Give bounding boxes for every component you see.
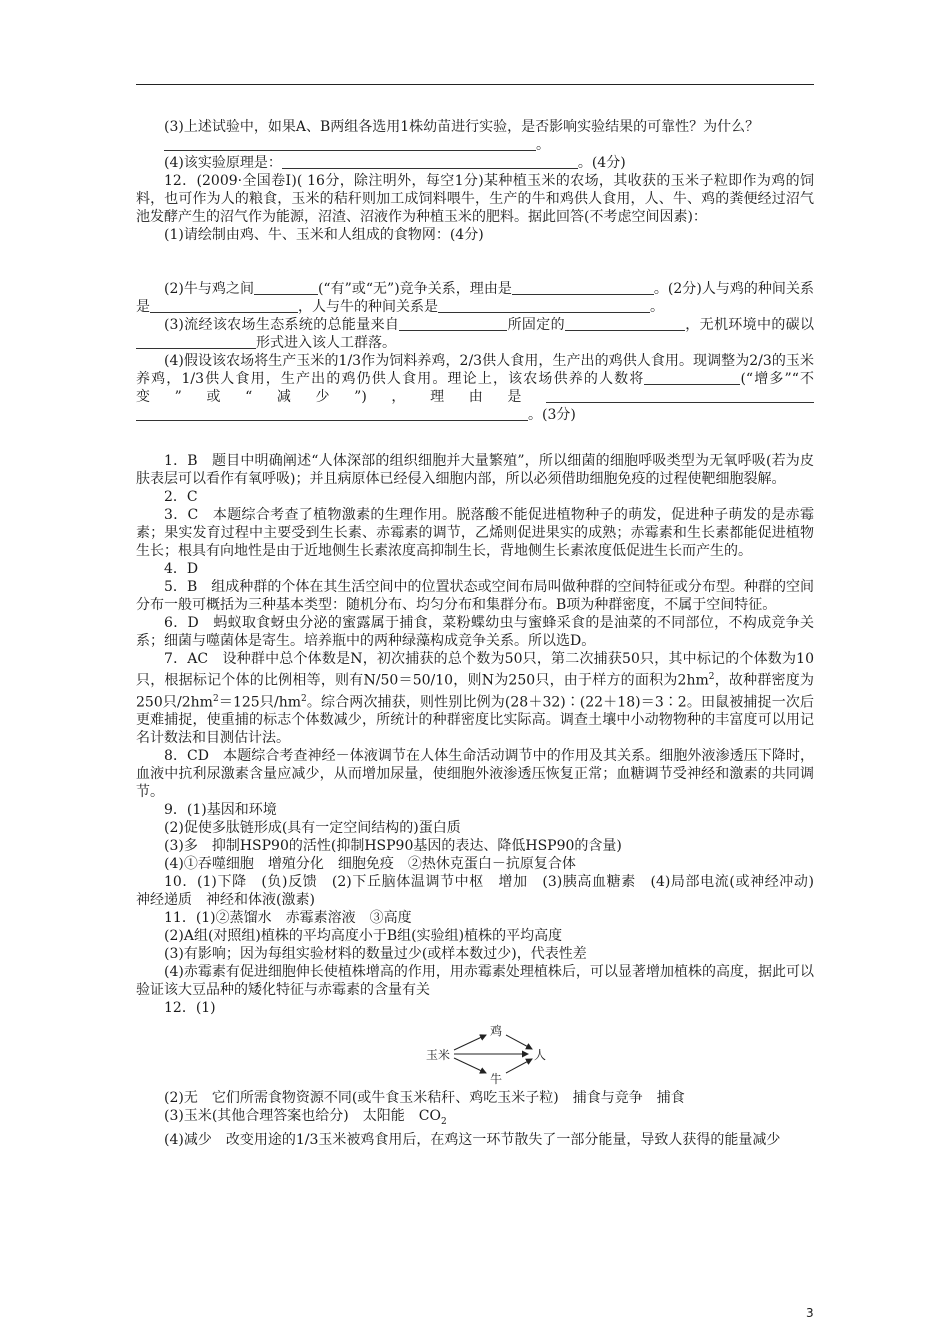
header-rule xyxy=(136,84,814,85)
q11-part3: (3)上述试验中，如果A、B两组各选用1株幼苗进行实验，是否影响实验结果的可靠性？为什么？ xyxy=(164,119,760,135)
answer-2: 2．C xyxy=(164,489,198,505)
section-gap xyxy=(136,424,814,452)
answer-12-2: (2)无 它们所需食物资源不同(或牛食玉米秸秆、鸡吃玉米子粒) 捕食与竞争 捕食 xyxy=(164,1090,685,1107)
q11-part3-answer-line: 。 xyxy=(136,136,814,154)
q12-part3: (3)流经该农场生态系统的总能量来自 所固定的 ，无机环境中的碳以形式进入该人工群落。 xyxy=(136,316,814,352)
answer-9-4: (4)①吞噬细胞 增殖分化 细胞免疫 ②热休克蛋白－抗原复合体 xyxy=(164,856,576,873)
answer-blank[interactable] xyxy=(546,388,814,403)
page-number: 3 xyxy=(806,1306,814,1320)
answer-4: 4．D xyxy=(164,561,199,577)
answer-blank[interactable] xyxy=(136,406,528,421)
answer-9-2: (2)促使多肽链形成(具有一定空间结构的)蛋白质 xyxy=(164,820,461,837)
answer-blank[interactable] xyxy=(282,154,578,169)
arrow-corn-to-cattle xyxy=(454,1058,486,1073)
arrow-corn-to-chicken xyxy=(454,1035,486,1050)
node-human: 人 xyxy=(533,1048,547,1063)
node-corn: 玉米 xyxy=(425,1048,451,1063)
answer-7: 7．AC 设种群中总个体数是N，初次捕获的总个数为50只，第二次捕获50只，其中标记的个体数为10只，根据标记个体的比例相等，则有N/50＝50/10，则N为250只，由于样方的面积为$2hm^2$，故种群密度为250只$/2hm^2=125$只$/hm^2$。综合两次捕获，则性别比例为(28＋32)∶(22＋18)＝3∶2。田鼠被捕捉一次后更难捕捉，使重捕的标志个体数减少，所统计的种群密度比实际高。调查土壤中小动物物种的丰富度可以用记名计数法和目测估计法。 xyxy=(136,651,814,747)
q11-part4: (4)该实验原理是： 。(4分) xyxy=(164,155,626,171)
answer-11-2: (2)A组(对照组)植株的平均高度小于B组(实验组)植株的平均高度 xyxy=(164,928,563,945)
page-content xyxy=(136,118,828,1149)
node-cattle: 牛 xyxy=(489,1072,503,1086)
answer-blank[interactable] xyxy=(164,136,536,151)
answer-1: 1．B 题目中明确阐述“人体深部的组织细胞并大量繁殖”，所以细菌的细胞呼吸类型为无氧呼吸(若为皮肤表层可以看作有氧呼吸)；并且病原体已经侵入细胞内部，所以必须借助细胞免疫的过程使靶细胞裂解。 xyxy=(136,453,814,487)
answer-blank[interactable] xyxy=(512,280,530,295)
answer-blank[interactable] xyxy=(399,316,507,331)
answer-11-3: (3)有影响；因为每组实验材料的数量过少(或样本数过少)，代表性差 xyxy=(164,946,587,963)
node-chicken: 鸡 xyxy=(489,1024,503,1039)
q12-stem: 12．(2009·全国卷Ⅰ)( 16分，除注明外，每空1分)某种植玉米的农场，其收获的玉米子粒即作为鸡的饲料，也可作为人的粮食，玉米的秸秆则加工成饲料喂牛，生产的牛和鸡供人食用，人、牛、鸡的粪便经过沼气池发酵产生的沼气作为能源，沼渣、沼液作为种植玉米的肥料。据此回答(不考虑空间因素)： xyxy=(136,173,814,225)
q12-part1: (1)请绘制由鸡、牛、玉米和人组成的食物网：(4分) xyxy=(164,227,484,243)
q12-part4: (4)假设该农场将生产玉米的1/3作为饲料养鸡，2/3供人食用，生产出的鸡供人食用。现调整为2/3的玉米养鸡，1/3供人食用，生产出的鸡仍供人食用。理论上，该农场供养的人数将 (“增多”“不变”或“减少”)，理由是。(3分) xyxy=(136,353,815,423)
answer-blank[interactable] xyxy=(150,298,298,313)
answer-9-1: 9．(1)基因和环境 xyxy=(164,802,277,819)
food-web-diagram xyxy=(136,1023,814,1085)
answer-blank[interactable] xyxy=(644,370,740,385)
q12-part2: (2)牛与鸡之间 (“有”或“无”)竞争关系，理由是 。(2分)人与鸡的种间关系是 ，人与牛的种间关系是 。 xyxy=(136,281,814,315)
drawing-space xyxy=(136,244,814,280)
answer-12-4: (4)减少 改变用途的1/3玉米被鸡食用后，在鸡这一环节散失了一部分能量，导致人获得的能量减少 xyxy=(164,1132,781,1149)
answer-blank[interactable] xyxy=(136,334,256,349)
answer-6: 6．D 蚂蚁取食蚜虫分泌的蜜露属于捕食，菜粉蝶幼虫与蜜蜂采食的是油菜的不同部位，不构成竞争关系；细菌与噬菌体是寄生。培养瓶中的两种绿藻构成竞争关系。所以选D。 xyxy=(136,615,814,649)
answer-9-3: (3)多 抑制HSP90的活性(抑制HSP90基因的表达、降低HSP90的含量) xyxy=(164,838,622,855)
answer-blank[interactable] xyxy=(565,316,685,331)
answer-5: 5．B 组成种群的个体在其生活空间中的位置状态或空间布局叫做种群的空间特征或分布型。种群的空间分布一般可概括为三种基本类型：随机分布、均匀分布和集群分布。B项为种群密度，不属于空间特征。 xyxy=(136,579,814,613)
answer-11-4: (4)赤霉素有促进细胞伸长使植株增高的作用，用赤霉素处理植株后，可以显著增加植株的高度，据此可以验证该大豆品种的矮化特征与赤霉素的含量有关 xyxy=(136,964,814,999)
arrow-chicken-to-human xyxy=(506,1035,532,1049)
answer-12-3: (3)玉米(其他合理答案也给分) 太阳能 $CO_2$ xyxy=(164,1108,447,1128)
food-web-svg xyxy=(424,1023,564,1085)
answer-8: 8．CD 本题综合考查神经－体液调节在人体生命活动调节中的作用及其关系。细胞外液渗透压下降时，血液中抗利尿激素含量应减少，从而增加尿量，使细胞外液渗透压恢复正常；血糖调节受神经和激素的共同调节。 xyxy=(136,748,814,801)
answer-blank[interactable] xyxy=(254,280,318,295)
answer-blank[interactable] xyxy=(530,280,654,295)
answer-blank[interactable] xyxy=(438,298,650,313)
answer-3: 3．C 本题综合考查了植物激素的生理作用。脱落酸不能促进植物种子的萌发，促进种子萌发的是赤霉素；果实发育过程中主要受到生长素、赤霉素的调节，乙烯则促进果实的成熟；赤霉素和生长素都能促进植物生长；根具有向地性是由于近地侧生长素浓度高抑制生长，背地侧生长素浓度低促进生长而产生的。 xyxy=(136,507,814,559)
answer-11-1: 11．(1)②蒸馏水 赤霉素溶液 ③高度 xyxy=(164,910,412,927)
answer-12-1: 12．(1) xyxy=(164,1000,216,1017)
answer-10: 10．(1)下降 (负)反馈 (2)下丘脑体温调节中枢 增加 (3)胰高血糖素 (4)局部电流(或神经冲动) 神经递质 神经和体液(激素) xyxy=(136,874,828,909)
arrow-cattle-to-human xyxy=(506,1059,532,1073)
